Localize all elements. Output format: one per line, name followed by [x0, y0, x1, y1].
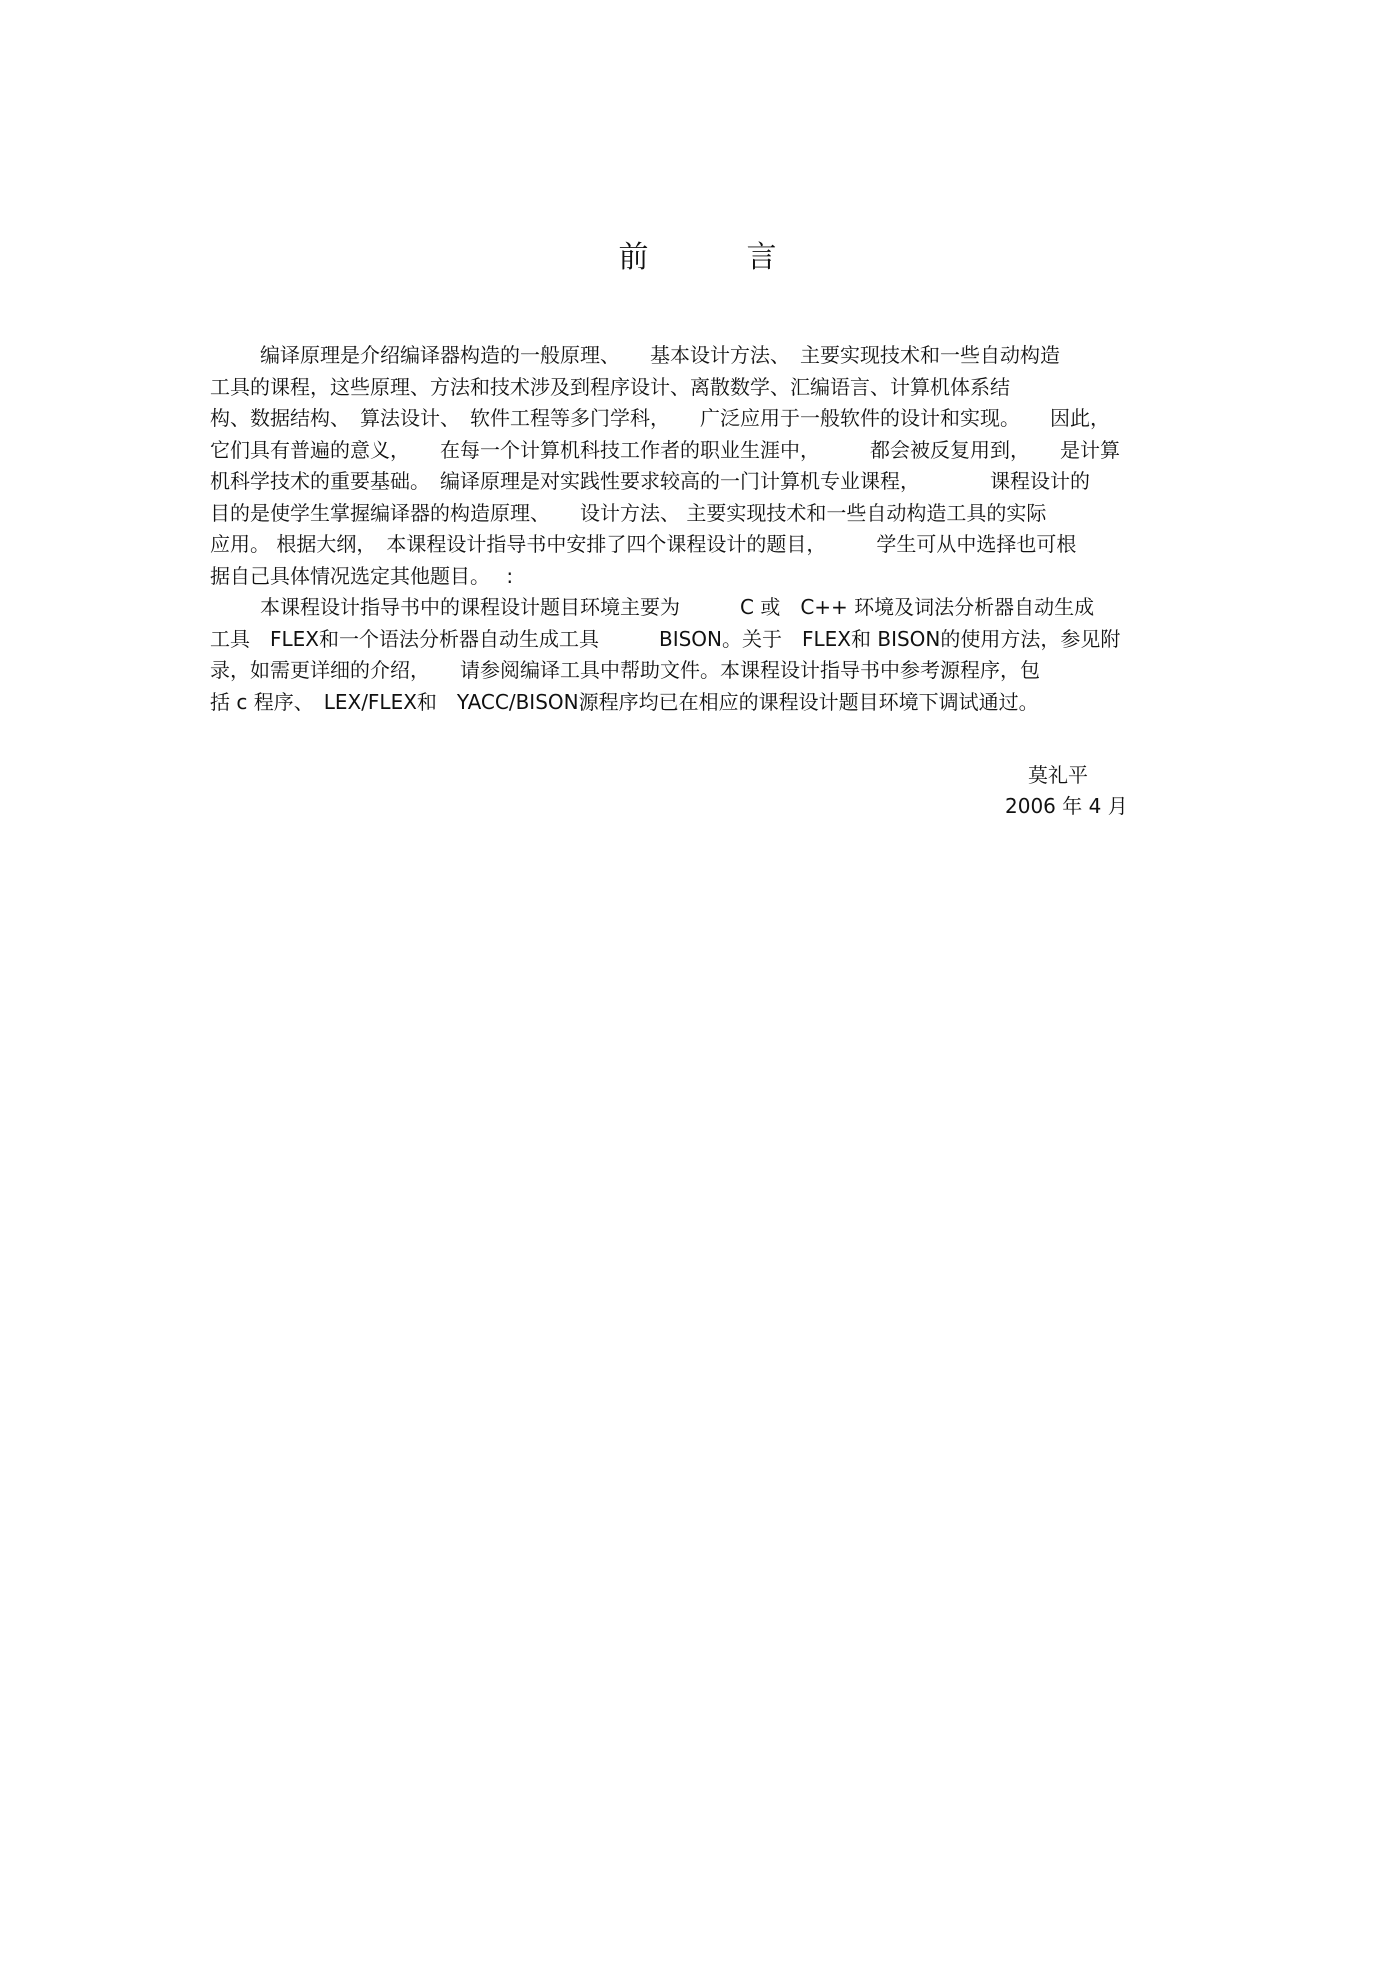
paragraph-1-line: 它们具有普遍的意义， 在每一个计算机科技工作者的职业生涯中， 都会被反复用到， 是计算 — [210, 437, 1120, 462]
title-char-2: 言 — [746, 240, 777, 275]
paragraph-2-line: 本课程设计指导书中的课程设计题目环境主要为 C 或 C++ 环境及词法分析器自动生成 — [260, 595, 1095, 619]
paragraph-1-line: 据自己具体情况选定其他题目。 : — [210, 563, 514, 588]
signature-date: 2006 年 4 月 — [1005, 794, 1128, 818]
paragraph-2-line: 工具 FLEX和一个语法分析器自动生成工具 BISON。关于 FLEX和 BISON的使用方法，参见附 — [210, 626, 1121, 651]
page-title — [0, 234, 1395, 282]
paragraph-1-line: 编译原理是介绍编译器构造的一般原理、 基本设计方法、 主要实现技术和一些自动构造 — [260, 343, 1060, 367]
paragraph-1-line: 应用。 根据大纲， 本课程设计指导书中安排了四个课程设计的题目， 学生可从中选择也可根 — [210, 532, 1077, 556]
paragraph-2-line: 括 c 程序、 LEX/FLEX和 YACC/BISON源程序均已在相应的课程设计题目环境下调试通过。 — [210, 689, 1039, 714]
paragraph-2-line: 录，如需更详细的介绍， 请参阅编译工具中帮助文件。本课程设计指导书中参考源程序，包 — [210, 658, 1040, 682]
title-char-1: 前 — [618, 240, 649, 275]
author-signature: 莫礼平 — [1028, 763, 1088, 787]
paragraph-1-line: 机科学技术的重要基础。 编译原理是对实践性要求较高的一门计算机专业课程， 课程设计的 — [210, 469, 1090, 493]
paragraph-1-line: 工具的课程，这些原理、方法和技术涉及到程序设计、离散数学、汇编语言、计算机体系结 — [210, 374, 1010, 399]
paragraph-1-line: 目的是使学生掌握编译器的构造原理、 设计方法、 主要实现技术和一些自动构造工具的实际 — [210, 500, 1047, 525]
preface-body — [210, 340, 1190, 718]
paragraph-1-line: 构、数据结构、 算法设计、 软件工程等多门学科， 广泛应用于一般软件的设计和实现。 因此， — [210, 406, 1110, 430]
